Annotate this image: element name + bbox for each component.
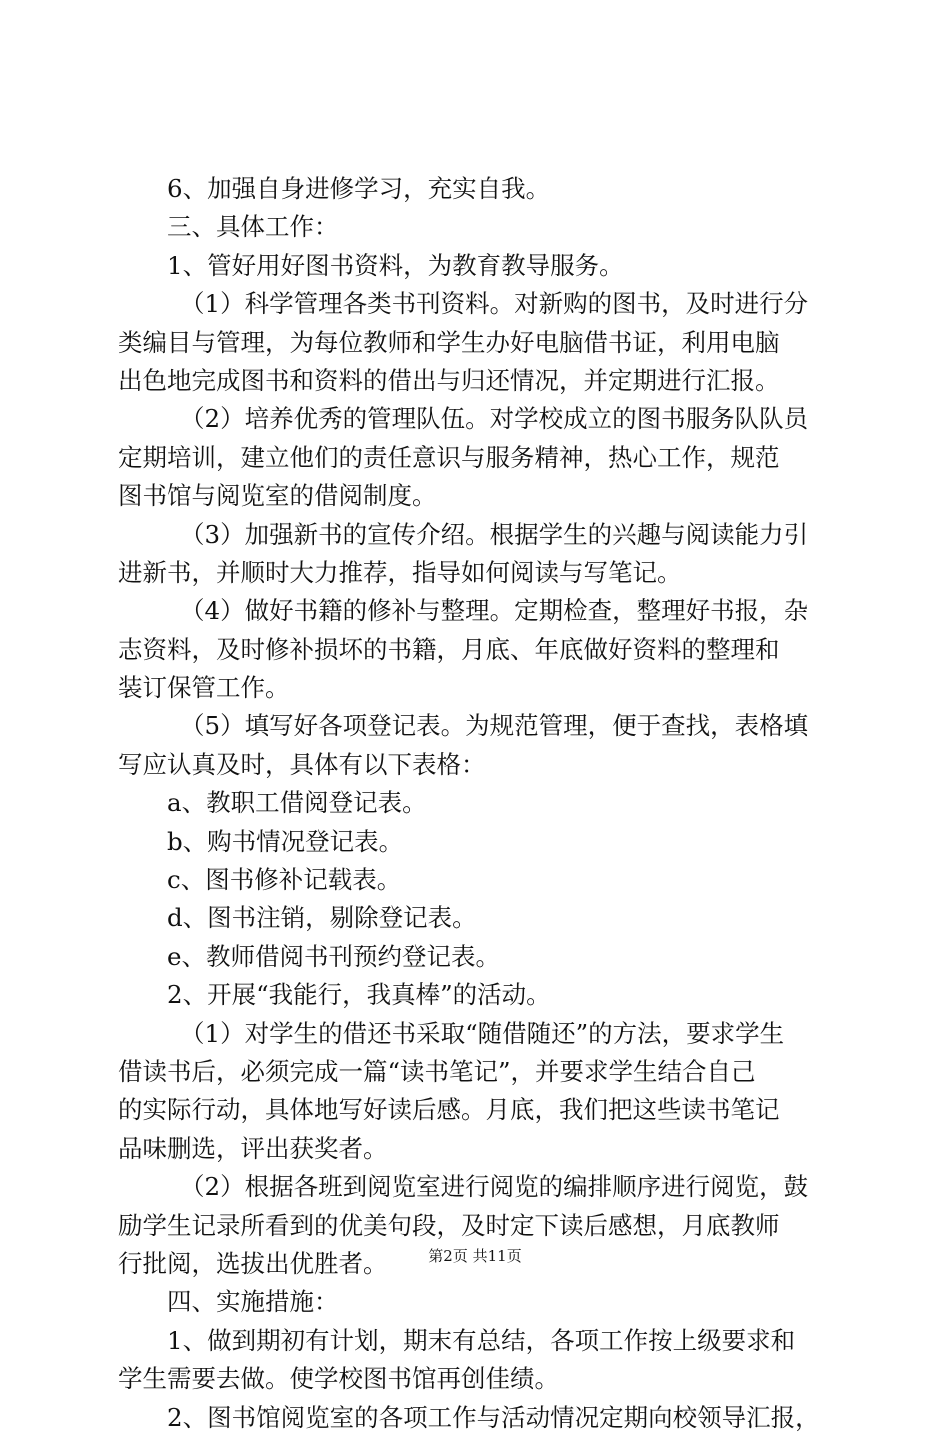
text-line: 品味删选，评出获奖者。 bbox=[118, 1133, 388, 1163]
text-line: 定期培训，建立他们的责任意识与服务精神，热心工作，规范 bbox=[118, 442, 780, 472]
text-line: 装订保管工作。 bbox=[118, 673, 290, 703]
text-line: （3）加强新书的宣传介绍。根据学生的兴趣与阅读能力引 bbox=[180, 519, 809, 549]
page-footer: 第2页 共11页 bbox=[428, 1247, 522, 1265]
text-line: 1、管好用好图书资料，为教育教导服务。 bbox=[167, 250, 624, 280]
text-line: e、教师借阅书刊预约登记表。 bbox=[167, 941, 500, 971]
text-line: d、图书注销，剔除登记表。 bbox=[167, 903, 477, 933]
text-line: 三、具体工作： bbox=[167, 212, 339, 242]
text-line: 1、做到期初有计划，期末有总结，各项工作按上级要求和 bbox=[167, 1325, 796, 1355]
text-line: 6、加强自身进修学习，充实自我。 bbox=[167, 174, 551, 203]
text-line: 行批阅，选拔出优胜者。 bbox=[118, 1248, 388, 1278]
text-line: 2、开展“我能行，我真棒”的活动。 bbox=[167, 980, 551, 1010]
text-line: 的实际行动，具体地写好读后感。月底，我们把这些读书笔记 bbox=[118, 1095, 780, 1125]
text-line: b、购书情况登记表。 bbox=[167, 826, 404, 856]
text-line: 励学生记录所看到的优美句段，及时定下读后感想，月底教师 bbox=[118, 1210, 780, 1240]
text-line: 类编目与管理，为每位教师和学生办好电脑借书证，利用电脑 bbox=[118, 327, 780, 357]
text-line: （4）做好书籍的修补与整理。定期检查，整理好书报，杂 bbox=[180, 596, 809, 626]
text-line: （5）填写好各项登记表。为规范管理，便于查找，表格填 bbox=[180, 711, 809, 741]
text-line: 志资料，及时修补损坏的书籍，月底、年底做好资料的整理和 bbox=[118, 634, 780, 664]
text-line: （2）培养优秀的管理队伍。对学校成立的图书服务队队员 bbox=[180, 404, 809, 434]
text-line: （2）根据各班到阅览室进行阅览的编排顺序进行阅览，鼓 bbox=[180, 1172, 809, 1202]
text-line: 学生需要去做。使学校图书馆再创佳绩。 bbox=[118, 1364, 559, 1394]
text-line: 2、图书馆阅览室的各项工作与活动情况定期向校领导汇报， bbox=[167, 1402, 820, 1432]
text-line: 借读书后，必须完成一篇“读书笔记”，并要求学生结合自己 bbox=[118, 1056, 756, 1086]
text-line: a、教职工借阅登记表。 bbox=[167, 788, 427, 818]
text-line: 四、实施措施： bbox=[167, 1287, 339, 1317]
text-line: 写应认真及时，具体有以下表格： bbox=[118, 749, 486, 779]
text-line: 进新书，并顺时大力推荐，指导如何阅读与写笔记。 bbox=[118, 557, 682, 587]
text-line: c、图书修补记载表。 bbox=[167, 865, 402, 895]
text-line: 图书馆与阅览室的借阅制度。 bbox=[118, 481, 437, 511]
text-line: （1）科学管理各类书刊资料。对新购的图书，及时进行分 bbox=[180, 289, 809, 319]
text-line: （1）对学生的借还书采取“随借随还”的方法，要求学生 bbox=[180, 1018, 785, 1048]
text-line: 出色地完成图书和资料的借出与归还情况，并定期进行汇报。 bbox=[118, 365, 780, 395]
